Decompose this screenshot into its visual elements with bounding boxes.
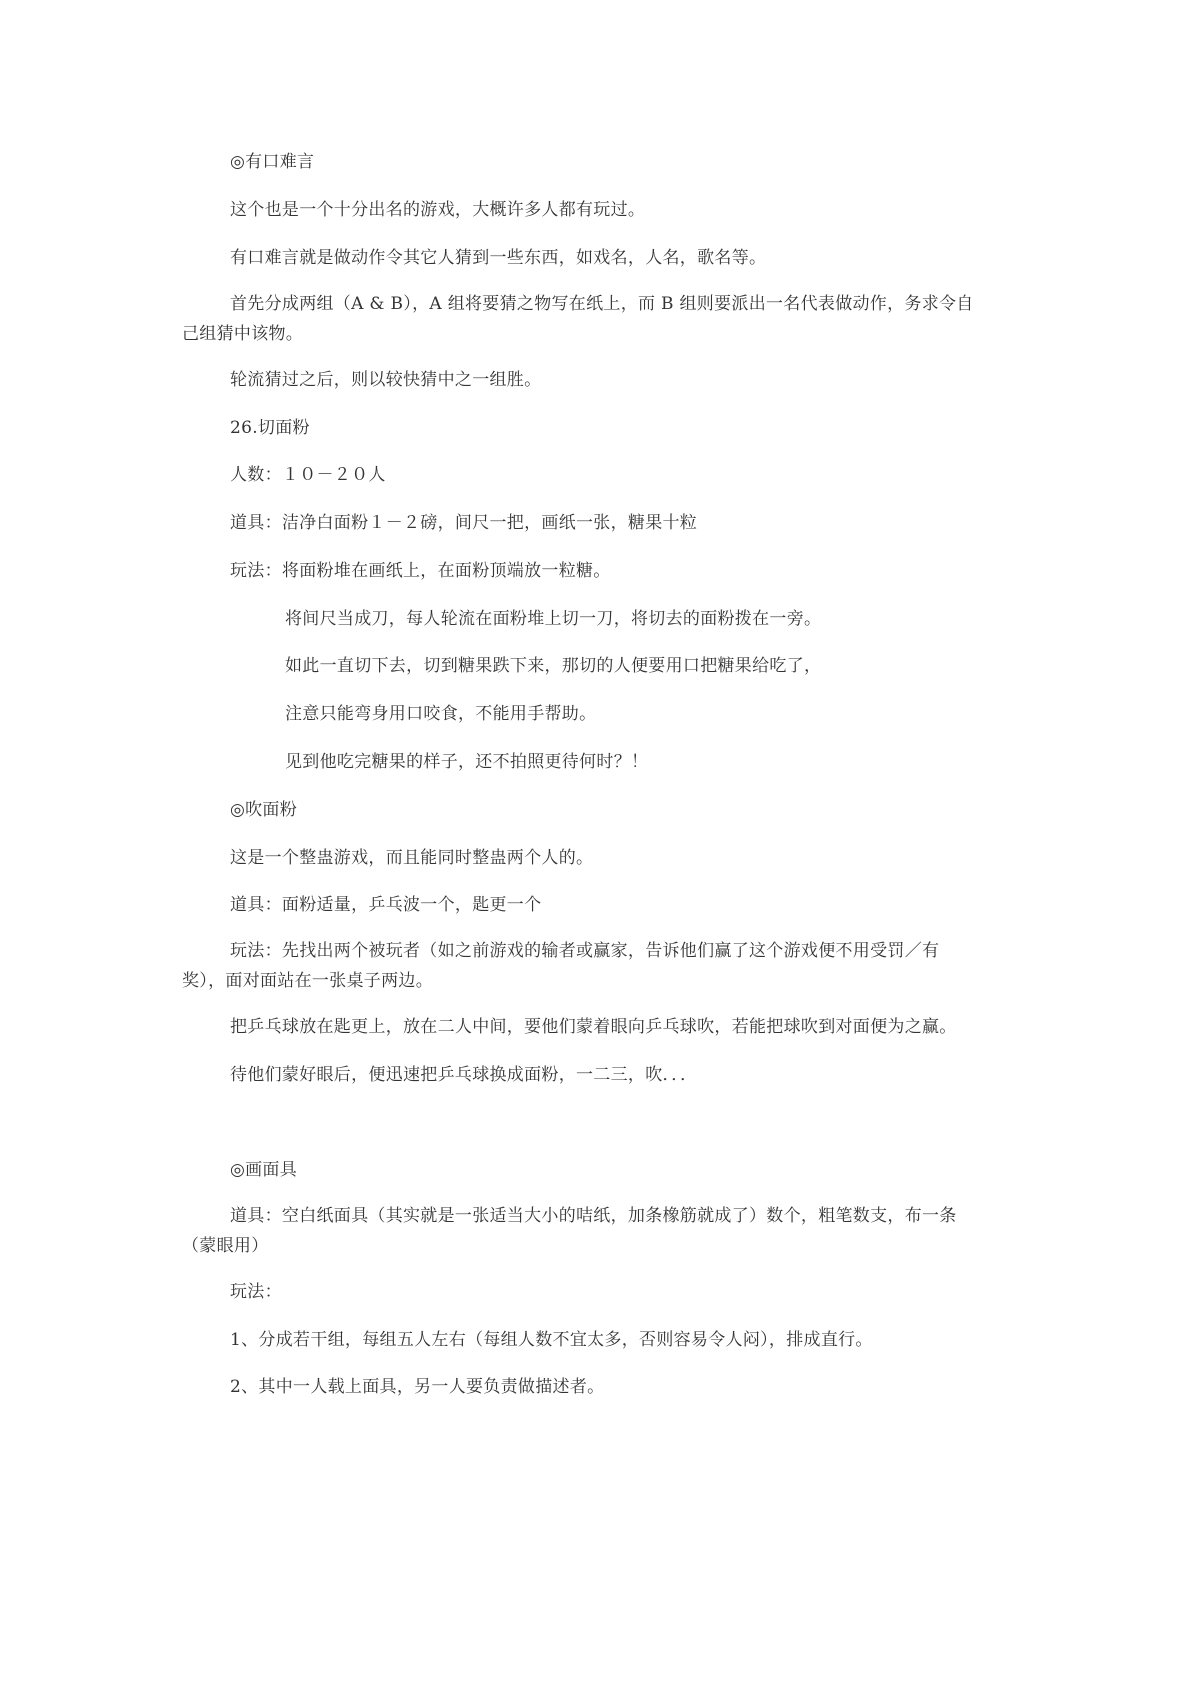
paragraph: 人数：１０－２０人 bbox=[230, 465, 386, 485]
paragraph: 道具：空白纸面具（其实就是一张适当大小的咭纸，加条橡筋就成了）数个，粗笔数支，布一条（蒙眼用） bbox=[182, 1206, 957, 1256]
paragraph: 玩法： bbox=[230, 1282, 282, 1302]
paragraph: 首先分成两组（A & B），A 组将要猜之物写在纸上，而 B 组则要派出一名代表做动作，务求令自己组猜中该物。 bbox=[182, 294, 974, 344]
paragraph: 注意只能弯身用口咬食，不能用手帮助。 bbox=[285, 704, 597, 724]
paragraph: 轮流猜过之后，则以较快猜中之一组胜。 bbox=[230, 370, 542, 390]
paragraph: 待他们蒙好眼后，便迅速把乒乓球换成面粉，一二三，吹．．． bbox=[230, 1065, 698, 1085]
paragraph: 这是一个整蛊游戏，而且能同时整蛊两个人的。 bbox=[230, 848, 594, 868]
paragraph: 玩法：先找出两个被玩者（如之前游戏的输者或赢家，告诉他们赢了这个游戏便不用受罚／有奖），面对面站在一张桌子两边。 bbox=[182, 941, 940, 991]
heading-qie-mian-fen: 26.切面粉 bbox=[230, 418, 310, 438]
paragraph: 见到他吃完糖果的样子，还不拍照更待何时？！ bbox=[285, 752, 649, 772]
paragraph: 这个也是一个十分出名的游戏，大概许多人都有玩过。 bbox=[230, 200, 646, 220]
paragraph: 有口难言就是做动作令其它人猜到一些东西，如戏名，人名，歌名等。 bbox=[230, 248, 767, 268]
heading-chui-mian-fen: ◎吹面粉 bbox=[230, 800, 298, 820]
paragraph: 如此一直切下去，切到糖果跌下来，那切的人便要用口把糖果给吃了， bbox=[285, 656, 822, 676]
heading-you-kou-nan-yan: ◎有口难言 bbox=[230, 152, 315, 172]
paragraph: 道具：洁净白面粉１－２磅，间尺一把，画纸一张，糖果十粒 bbox=[230, 513, 698, 533]
paragraph: 1、分成若干组，每组五人左右（每组人数不宜太多，否则容易令人闷），排成直行。 bbox=[230, 1330, 873, 1350]
paragraph: 道具：面粉适量，乒乓波一个，匙更一个 bbox=[230, 895, 542, 915]
paragraph: 把乒乓球放在匙更上，放在二人中间，要他们蒙着眼向乒乓球吹，若能把球吹到对面便为之赢。 bbox=[230, 1017, 957, 1037]
paragraph: 2、其中一人载上面具，另一人要负责做描述者。 bbox=[230, 1377, 605, 1397]
paragraph: 玩法：将面粉堆在画纸上，在面粉顶端放一粒糖。 bbox=[230, 561, 611, 581]
heading-hua-mian-ju: ◎画面具 bbox=[230, 1160, 298, 1180]
paragraph: 将间尺当成刀，每人轮流在面粉堆上切一刀，将切去的面粉拨在一旁。 bbox=[285, 609, 822, 629]
